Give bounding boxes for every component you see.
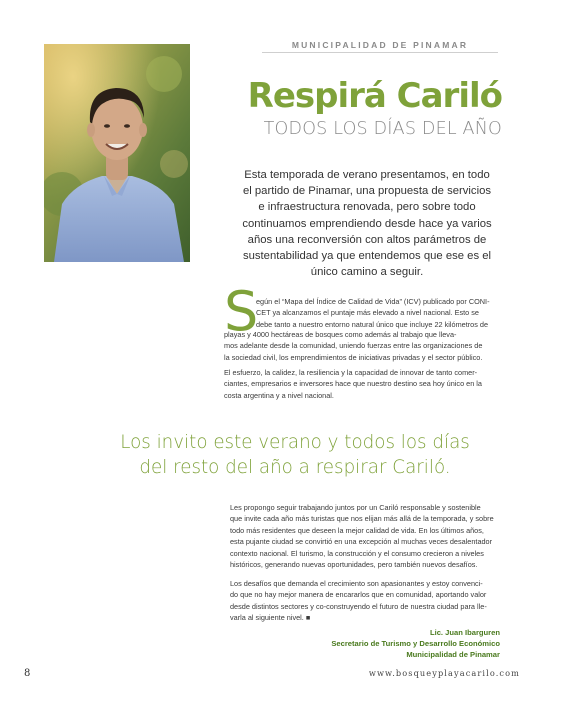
intro-line: el partido de Pinamar, una propuesta de servicios	[242, 185, 492, 198]
signature-org: Municipalidad de Pinamar	[406, 650, 500, 659]
page-subtitle: TODOS LOS DÍAS DEL AÑO	[263, 119, 502, 139]
body-line: Los desafíos que demanda el crecimiento son apasionantes y estoy convenci-	[230, 579, 483, 588]
kicker-divider	[262, 52, 498, 53]
body-line: desde distintos sectores y co-construyendo el futuro de nuestra ciudad para lle-	[230, 601, 487, 611]
intro-line: e infraestructura renovada, pero sobre todo	[258, 201, 476, 214]
intro-line: continuamos emprendiendo desde hace ya varios	[242, 217, 492, 230]
pull-quote-line: del resto del año a respirar Cariló.	[139, 457, 451, 478]
body-line: ciantes, empresarios e inversores hace que nuestro destino sea hoy único en la	[224, 379, 482, 389]
intro-line: único camino a seguir.	[310, 266, 424, 279]
body-paragraph-3	[230, 502, 502, 570]
body-line: que invite cada año más turistas que nos elijan más allá de la temporada, y sobre	[230, 514, 494, 524]
body-line: costa argentina y a nivel nacional.	[224, 390, 334, 400]
body-line: varla al siguiente nivel. ■	[230, 613, 311, 623]
body-line: egún el “Mapa del Índice de Calidad de Vida” (ICV) publicado por CONI-	[256, 297, 490, 306]
body-line: todo más residentes que deseen la mejor calidad de vida. En los últimos años,	[230, 525, 484, 535]
signature-role: Secretario de Turismo y Desarrollo Económico	[331, 639, 500, 648]
signature-block	[300, 627, 500, 660]
body-line: la sociedad civil, los emprendimientos de iniciativas privadas y el sector público.	[224, 352, 483, 362]
drop-cap: S	[224, 280, 259, 343]
body-line: Les propongo seguir trabajando juntos por un Cariló responsable y sostenible	[230, 503, 481, 512]
intro-line: Esta temporada de verano presentamos, en todo	[244, 169, 490, 181]
body-line: contexto nacional. El turismo, la construcción y el consumo crecieron a niveles	[230, 548, 484, 558]
pull-quote-line: Los invito este verano y todos los días	[120, 432, 470, 453]
body-paragraph-4	[230, 578, 502, 624]
pull-quote	[120, 430, 470, 480]
intro-line: años una reconversión con altos parámetros de	[247, 233, 487, 246]
body-line: El esfuerzo, la calidez, la resiliencia y la capacidad de innovar de tanto comer-	[224, 368, 478, 377]
body-paragraph-1	[256, 296, 502, 330]
body-line: do que no hay mejor manera de encararlos que en comunidad, aportando valor	[230, 590, 487, 600]
page-number: 8	[24, 668, 31, 679]
portrait-photo	[44, 44, 190, 262]
section-kicker: MUNICIPALIDAD DE PINAMAR	[291, 40, 469, 50]
body-line: debe tanto a nuestro entorno natural único que incluye 22 kilómetros de	[256, 319, 489, 329]
body-line: playas y 4000 hectáreas de bosques como además al trabajo que lleva-	[224, 330, 457, 339]
intro-paragraph	[234, 167, 500, 280]
body-line: mos adelante desde la comunidad, uniendo fuerzas entre las organizaciones de	[224, 341, 483, 351]
signature-name: Lic. Juan Ibarguren	[429, 628, 500, 637]
body-paragraph-2	[224, 367, 504, 401]
body-paragraph-1-continued	[224, 329, 504, 363]
body-line: esta pujante ciudad se convirtió en una excepción al muchas veces desalentador	[230, 537, 493, 547]
intro-line: sustentabilidad ya que entendemos que ese es el	[242, 250, 492, 263]
footer-url: www.bosqueyplayacarilo.com	[368, 668, 520, 678]
body-line: históricos, generando nuevas oportunidades, pero también nuevos desafíos.	[230, 560, 478, 570]
body-line: CET ya alcanzamos el puntaje más elevado a nivel nacional. Esto se	[256, 308, 479, 318]
page-title: Respirá Cariló	[247, 76, 502, 116]
